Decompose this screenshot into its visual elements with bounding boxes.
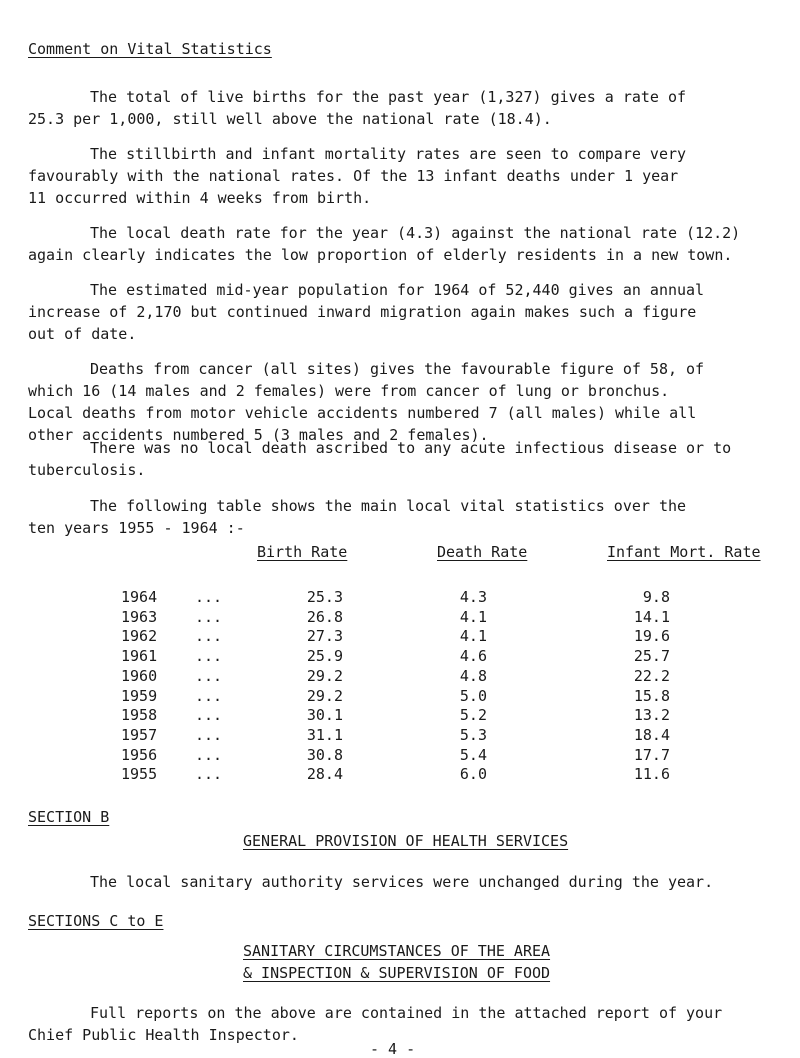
paragraph-line: 11 occurred within 4 weeks from birth. <box>28 189 372 207</box>
birth-rate-cell: 29.2 <box>306 686 343 705</box>
paragraph <box>28 437 768 481</box>
paragraph-line: favourably with the national rates. Of the 13 infant deaths under 1 year <box>28 167 679 185</box>
leader-dots: ... <box>195 765 223 784</box>
paragraph-line: other accidents numbered 5 (3 males and 2 females). <box>28 426 489 444</box>
death-rate-cell: 4.1 <box>459 607 487 626</box>
leader-dots: ... <box>195 706 223 725</box>
paragraph-line: 25.3 per 1,000, still well above the national rate (18.4). <box>28 110 552 128</box>
section-b-label: SECTION B <box>28 808 110 826</box>
leader-dots: ... <box>195 686 223 705</box>
birth-rate-cell: 29.2 <box>306 666 343 685</box>
table-header-infant: Infant Mort. Rate <box>607 543 761 561</box>
paragraph-line: tuberculosis. <box>28 461 146 479</box>
paragraph-line: Deaths from cancer (all sites) gives the favourable figure of 58, of <box>90 360 705 378</box>
page-heading: Comment on Vital Statistics <box>28 40 272 58</box>
infant-mort-rate-cell: 11.6 <box>633 765 670 784</box>
year-cell: 1964 <box>121 588 158 606</box>
table-row <box>0 588 800 608</box>
death-rate-cell: 4.1 <box>459 627 487 646</box>
death-rate-cell: 4.3 <box>459 588 487 606</box>
infant-mort-rate-cell: 22.2 <box>633 666 670 685</box>
year-cell: 1962 <box>121 627 158 646</box>
paragraph-line: The stillbirth and infant mortality rates are seen to compare very <box>90 145 687 163</box>
paragraph <box>28 495 768 539</box>
death-rate-cell: 4.6 <box>459 647 487 666</box>
year-cell: 1963 <box>121 607 158 626</box>
table-header-birth: Birth Rate <box>257 543 348 561</box>
table-row <box>0 647 800 667</box>
paragraph-line: The local death rate for the year (4.3) against the national rate (12.2) <box>90 224 741 242</box>
leader-dots: ... <box>195 666 223 685</box>
infant-mort-rate-cell: 25.7 <box>633 647 670 666</box>
table-row <box>0 706 800 726</box>
death-rate-cell: 6.0 <box>459 765 487 784</box>
infant-mort-rate-cell: 15.8 <box>633 686 670 705</box>
death-rate-cell: 5.2 <box>459 706 487 725</box>
birth-rate-cell: 30.8 <box>306 745 343 764</box>
birth-rate-cell: 27.3 <box>306 627 343 646</box>
sections-c-e-text-2: Chief Public Health Inspector. <box>28 1026 299 1044</box>
infant-mort-rate-cell: 17.7 <box>633 745 670 764</box>
leader-dots: ... <box>195 588 223 606</box>
infant-mort-rate-cell: 9.8 <box>642 588 670 606</box>
leader-dots: ... <box>195 725 223 744</box>
death-rate-cell: 5.4 <box>459 745 487 764</box>
infant-mort-rate-cell: 14.1 <box>633 607 670 626</box>
paragraph <box>28 143 768 209</box>
birth-rate-cell: 31.1 <box>306 725 343 744</box>
birth-rate-cell: 25.9 <box>306 647 343 666</box>
sections-c-e-text-1: Full reports on the above are contained in the attached report of your <box>90 1004 723 1022</box>
paragraph <box>28 279 768 345</box>
paragraph <box>28 86 768 130</box>
table-row <box>0 608 800 628</box>
section-b-text: The local sanitary authority services were unchanged during the year. <box>90 873 714 891</box>
year-cell: 1960 <box>121 666 158 685</box>
year-cell: 1959 <box>121 686 158 705</box>
birth-rate-cell: 25.3 <box>306 588 343 606</box>
paragraph-line: which 16 (14 males and 2 females) were from cancer of lung or bronchus. <box>28 382 670 400</box>
year-cell: 1955 <box>121 765 158 784</box>
paragraph <box>28 222 768 266</box>
table-row <box>0 627 800 647</box>
page-number: - 4 - <box>370 1040 416 1058</box>
paragraph-line: The estimated mid-year population for 1964 of 52,440 gives an annual <box>90 281 705 299</box>
birth-rate-cell: 30.1 <box>306 706 343 725</box>
table-row <box>0 726 800 746</box>
table-row <box>0 687 800 707</box>
paragraph-line: again clearly indicates the low proportion of elderly residents in a new town. <box>28 246 733 264</box>
leader-dots: ... <box>195 627 223 646</box>
death-rate-cell: 5.3 <box>459 725 487 744</box>
death-rate-cell: 4.8 <box>459 666 487 685</box>
sections-c-e-label: SECTIONS C to E <box>28 912 164 930</box>
birth-rate-cell: 28.4 <box>306 765 343 784</box>
birth-rate-cell: 26.8 <box>306 607 343 626</box>
paragraph-line: out of date. <box>28 325 137 343</box>
table-row <box>0 667 800 687</box>
table-row <box>0 765 800 785</box>
sections-c-e-title-1: SANITARY CIRCUMSTANCES OF THE AREA <box>243 942 551 960</box>
paragraph-line: There was no local death ascribed to any acute infectious disease or to <box>90 439 732 457</box>
year-cell: 1958 <box>121 706 158 725</box>
paragraph-line: ten years 1955 - 1964 :- <box>28 519 245 537</box>
sections-c-e-title-2: & INSPECTION & SUPERVISION OF FOOD <box>243 964 551 982</box>
paragraph <box>28 358 768 446</box>
infant-mort-rate-cell: 13.2 <box>633 706 670 725</box>
paragraph-line: The total of live births for the past year (1,327) gives a rate of <box>90 88 687 106</box>
infant-mort-rate-cell: 19.6 <box>633 627 670 646</box>
year-cell: 1956 <box>121 745 158 764</box>
paragraph-line: increase of 2,170 but continued inward migration again makes such a figure <box>28 303 697 321</box>
leader-dots: ... <box>195 647 223 666</box>
leader-dots: ... <box>195 607 223 626</box>
paragraph-line: Local deaths from motor vehicle accidents numbered 7 (all males) while all <box>28 404 697 422</box>
section-b-title: GENERAL PROVISION OF HEALTH SERVICES <box>243 832 569 850</box>
death-rate-cell: 5.0 <box>459 686 487 705</box>
leader-dots: ... <box>195 745 223 764</box>
table-row <box>0 746 800 766</box>
infant-mort-rate-cell: 18.4 <box>633 725 670 744</box>
paragraph-line: The following table shows the main local vital statistics over the <box>90 497 687 515</box>
year-cell: 1957 <box>121 725 158 744</box>
year-cell: 1961 <box>121 647 158 666</box>
table-header-death: Death Rate <box>437 543 528 561</box>
